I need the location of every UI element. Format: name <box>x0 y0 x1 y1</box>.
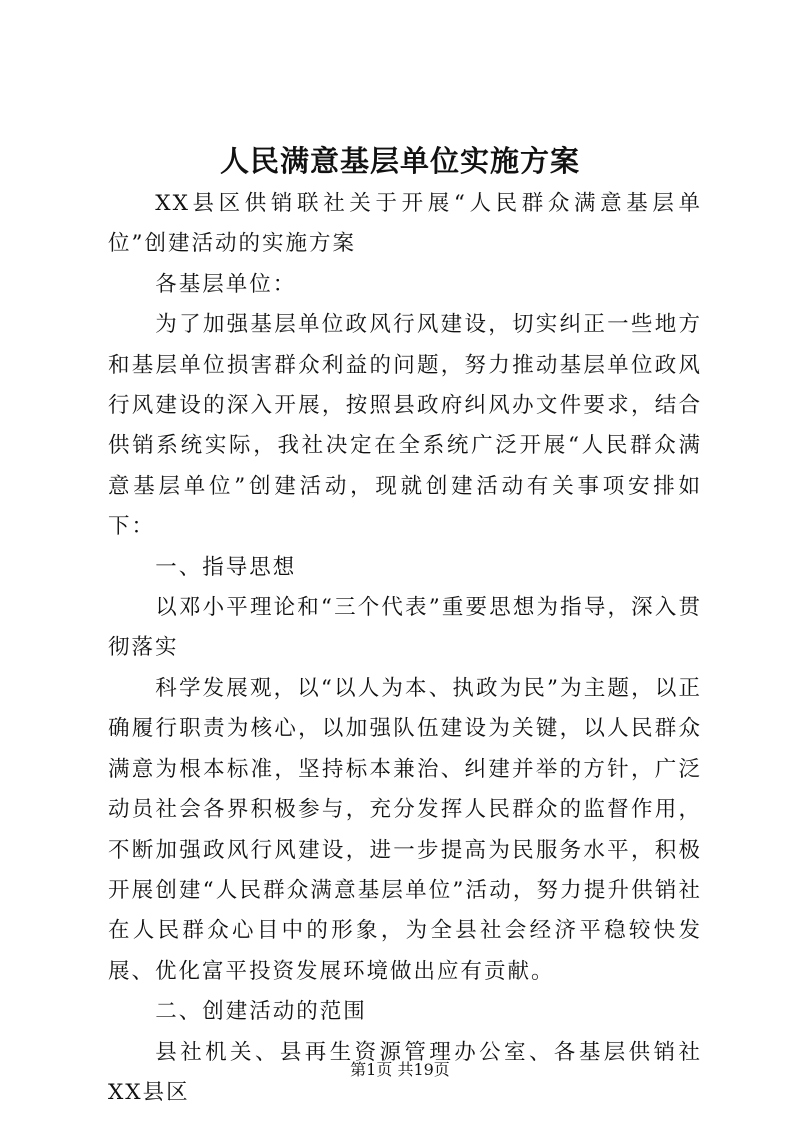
intro-paragraph: 为了加强基层单位政风行风建设，切实纠正一些地方和基层单位损害群众利益的问题，努力推动基层单位政风行风建设的深入开展，按照县政府纠风办文件要求，结合供销系统实际，我社决定在全系统广泛开展“人民群众满意基层单位”创建活动，现就创建活动有关事项安排如下： <box>108 312 702 540</box>
salutation-paragraph: 各基层单位： <box>155 271 297 297</box>
guiding-ideology-continuation-paragraph: 科学发展观，以“以人为本、执政为民”为主题，以正确履行职责为核心，以加强队伍建设为关键，以人民群众满意为根本标准，坚持标本兼治、纠建并举的方针，广泛动员社会各界积极参与，充分发挥人民群众的监督作用，不断加强政风行风建设，进一步提高为民服务水平，积极开展创建“人民群众满意基层单位”活动，努力提升供销社在人民群众心目中的形象，为全县社会经济平稳较快发展、优化富平投资发展环境做出应有贡献。 <box>108 675 702 984</box>
section-heading-guiding-ideology: 一、指导思想 <box>155 554 297 580</box>
notice-heading-paragraph: XX县区供销联社关于开展“人民群众满意基层单位”创建活动的实施方案 <box>108 191 702 257</box>
section-heading-scope: 二、创建活动的范围 <box>155 999 367 1025</box>
page-number-label: 第1页 共19页 <box>350 1060 450 1079</box>
document-body <box>108 184 702 1113</box>
scope-paragraph: 县社机关、县再生资源管理办公室、各基层供销社XX县区 <box>108 1039 702 1105</box>
document-title: 人民满意基层单位实施方案 <box>219 144 580 178</box>
page-footer <box>0 1060 800 1080</box>
guiding-ideology-paragraph: 以邓小平理论和“三个代表”重要思想为指导，深入贯彻落实 <box>108 595 702 661</box>
